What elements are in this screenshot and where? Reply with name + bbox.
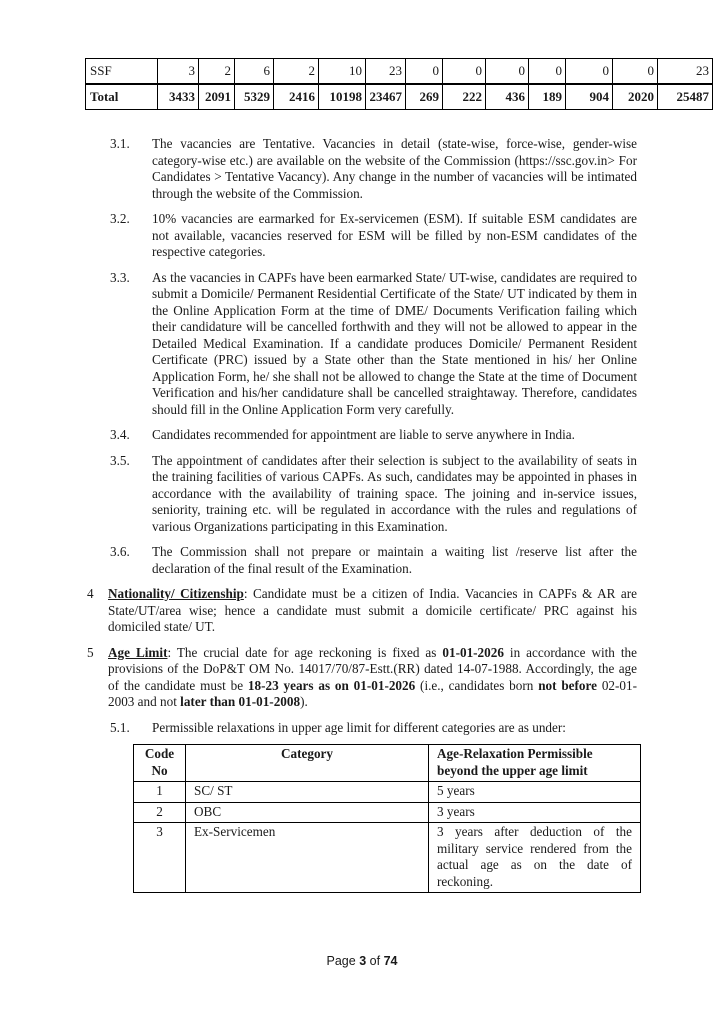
footer-total-pages: 74	[383, 954, 398, 968]
table-cell: 23467	[366, 84, 406, 110]
section-number: 5	[87, 644, 94, 660]
section-heading: Age Limit	[108, 644, 168, 660]
cell-category: Ex-Servicemen	[186, 823, 429, 893]
cell-category: OBC	[186, 802, 429, 823]
clause-number: 3.2.	[110, 211, 130, 226]
clause-3-5	[110, 453, 637, 536]
row-label: SSF	[86, 59, 158, 85]
text-segment: (i.e., candidates born	[415, 677, 539, 693]
table-cell: 3433	[158, 84, 199, 110]
section-text	[108, 645, 637, 711]
table-cell: 2091	[199, 84, 235, 110]
bold-later-than: later than 01-01-2008	[180, 694, 301, 709]
table-cell: 0	[443, 59, 486, 85]
header-category: Category	[186, 745, 429, 782]
table-row	[134, 782, 641, 803]
clause-text: As the vacancies in CAPFs have been earmarked State/ UT-wise, candidates are required to submit a Domicile/ Permanent Residential Certificate of the State/ UT indicated by them in the Online Application Form at the time of DME/ Documents Verification failing which their candidature will be cancelled forthwith and they will not be allowed to appear in the Detailed Medical Examination. If a candidate produces Domicile/ Permanent Resident Certificate (PRC) issued by a State other than the State mentioned in his/ her Online Application Form, he/ she shall not be allowed to change the State at the time of Document Verification and his/her candidature shall be cancelled straightaway. Therefore, candidates should fill in the Online Application Form very carefully.	[152, 269, 637, 417]
age-relaxation-table	[133, 744, 641, 893]
table-cell: 904	[566, 84, 613, 110]
header-code-no: Code No	[134, 745, 186, 782]
table-row-ssf	[86, 59, 713, 85]
clause-text: 10% vacancies are earmarked for Ex-servicemen (ESM). If suitable ESM candidates are not available, vacancies reserved for ESM will be filled by non-ESM candidates of the respective categories.	[152, 211, 637, 259]
clause-3-1	[110, 136, 637, 202]
clause-3-3	[110, 270, 637, 419]
table-row-total	[86, 84, 713, 110]
clause-number: 3.1.	[110, 136, 130, 151]
clause-text: The vacancies are Tentative. Vacancies in detail (state-wise, force-wise, gender-wise category-wise etc.) are available on the website of the Commission (https://ssc.gov.in> For Candidates > Tentative Vacancy). Any change in the number of vacancies will be intimated through the website of the Commission.	[152, 136, 637, 201]
table-cell: 189	[529, 84, 566, 110]
page-footer	[0, 954, 724, 968]
section-nationality	[87, 586, 637, 636]
table-cell: 10198	[319, 84, 366, 110]
vacancy-summary-table	[85, 58, 713, 110]
clause-number: 5.1.	[110, 719, 130, 735]
clauses-section	[85, 136, 667, 577]
table-cell: 0	[486, 59, 529, 85]
bold-age-range: 18-23 years as on 01-01-2026	[247, 677, 416, 693]
clause-number: 3.4.	[110, 427, 130, 442]
table-cell: 0	[613, 59, 658, 85]
table-header-row	[134, 745, 641, 782]
bold-date-crucial: 01-01-2026	[442, 644, 504, 660]
cell-category: SC/ ST	[186, 782, 429, 803]
table-cell: 2	[274, 59, 319, 85]
text-segment: 02-01-2003 and not	[108, 677, 637, 709]
table-cell: 5329	[235, 84, 274, 110]
clause-number: 3.6.	[110, 544, 130, 559]
table-cell: 269	[406, 84, 443, 110]
clause-3-4	[110, 427, 637, 444]
cell-code: 1	[134, 782, 186, 803]
section-number: 4	[87, 586, 94, 601]
text-segment: : The crucial date for age reckoning is fixed as	[167, 644, 443, 660]
cell-relaxation: 5 years	[429, 782, 641, 803]
footer-word-of: of	[369, 954, 381, 968]
clause-3-6	[110, 544, 637, 577]
table-cell: 23	[366, 59, 406, 85]
table-cell: 436	[486, 84, 529, 110]
row-label: Total	[86, 84, 158, 110]
table-cell: 23	[658, 59, 713, 85]
clause-number: 3.5.	[110, 452, 130, 468]
clause-text: The appointment of candidates after their selection is subject to the availability of seats in the training facilities of various CAPFs. As such, candidates may be appointed in phases in accordance with the availability of training space. The joining and in-service issues, seniority, training etc. will be regulated in accordance with the rules and regulations of various Organizations participating in this Examination.	[152, 452, 637, 534]
clause-text: The Commission shall not prepare or maintain a waiting list /reserve list after the declaration of the final result of the Examination.	[152, 544, 637, 576]
cell-code: 3	[134, 823, 186, 893]
table-cell: 0	[529, 59, 566, 85]
header-age-relaxation: Age-Relaxation Permissible beyond the upper age limit	[429, 745, 641, 782]
table-cell: 2020	[613, 84, 658, 110]
section-body: : Candidate must be a citizen of India. Vacancies in CAPFs & AR are State/UT/area wise; hence a candidate must submit a domicile certificate/ PRC against his domiciled state/ UT.	[108, 586, 638, 634]
cell-code: 2	[134, 802, 186, 823]
section-age-limit	[87, 645, 637, 711]
clause-3-2	[110, 211, 637, 261]
table-cell: 222	[443, 84, 486, 110]
footer-word-page: Page	[326, 954, 356, 968]
clause-5-1	[110, 720, 637, 737]
cell-relaxation: 3 years	[429, 802, 641, 823]
text-segment: ).	[300, 694, 308, 709]
table-cell: 2416	[274, 84, 319, 110]
bold-not-before: not before	[538, 677, 597, 693]
cell-relaxation: 3 years after deduction of the military service rendered from the actual age as on the date of reckoning.	[429, 823, 641, 893]
text-segment: in accordance with the provisions of the DoP&T OM No. 14017/70/87-Estt.(RR) dated 14-07-1988. Accordingly, the age of the candidate must be	[108, 644, 637, 693]
table-cell: 0	[566, 59, 613, 85]
section-heading: Nationality/ Citizenship	[108, 586, 244, 601]
table-cell: 25487	[658, 84, 713, 110]
table-cell: 2	[199, 59, 235, 85]
clause-text: Permissible relaxations in upper age limit for different categories are as under:	[152, 719, 566, 735]
footer-page-number: 3	[359, 954, 367, 968]
table-cell: 0	[406, 59, 443, 85]
clause-number: 3.3.	[110, 269, 130, 285]
table-row	[134, 823, 641, 893]
section-text	[108, 586, 637, 636]
table-cell: 10	[319, 59, 366, 85]
table-cell: 3	[158, 59, 199, 85]
table-row	[134, 802, 641, 823]
clause-text: Candidates recommended for appointment are liable to serve anywhere in India.	[152, 427, 575, 442]
table-cell: 6	[235, 59, 274, 85]
